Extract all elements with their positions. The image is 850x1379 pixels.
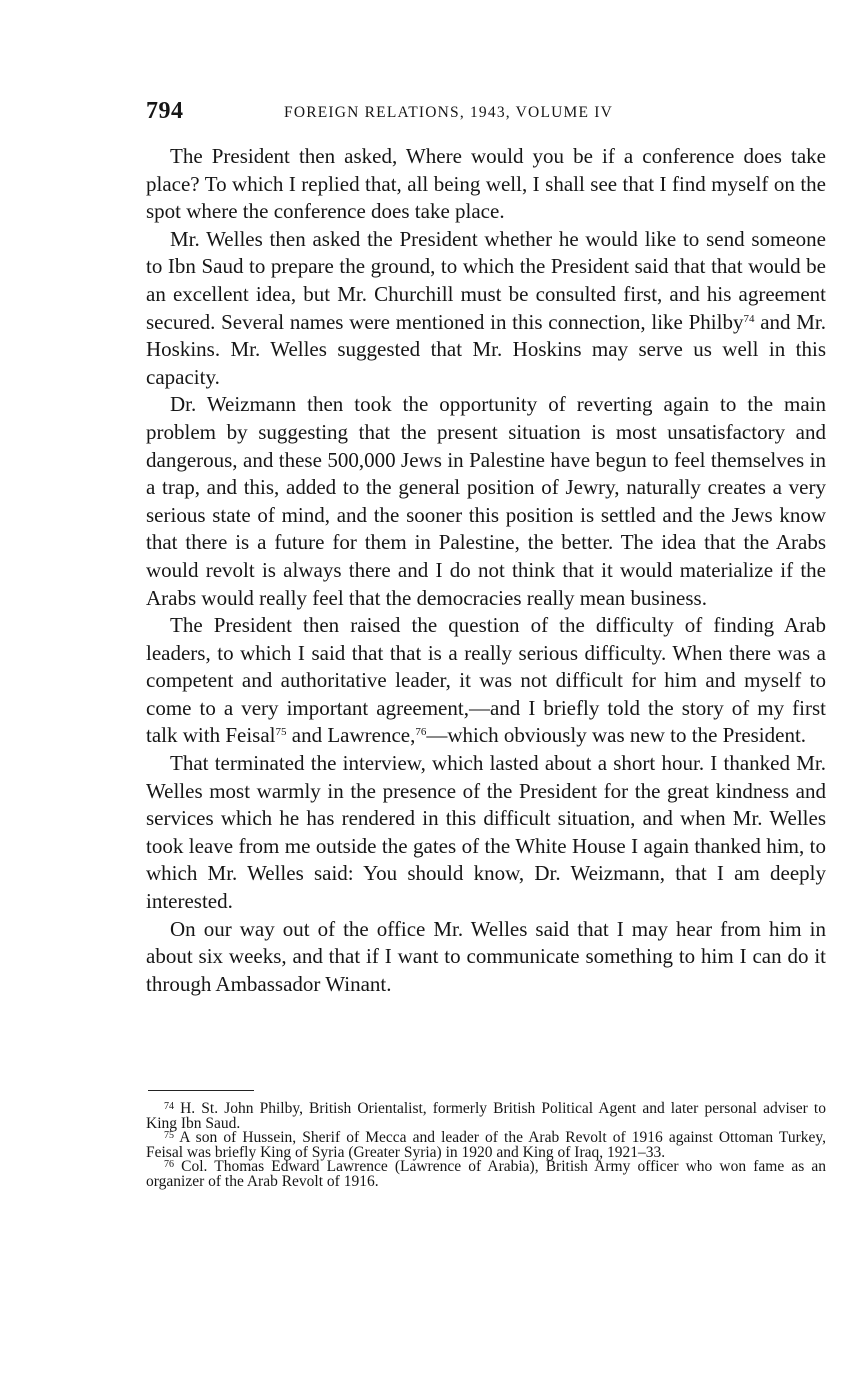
footnotes [146,1102,826,1190]
paragraph-text: —which obviously was new to the President. [426,723,807,748]
page-header [146,98,826,132]
body-paragraph [146,916,826,999]
footnote-number: 74 [164,1101,174,1112]
body-paragraph [146,226,826,392]
footnote [146,1131,826,1160]
paragraph-text: The President then asked, Where would you be if a conference does take place? To which I replied that, all being well, I shall see that I find myself on the spot where the conference does take place. [146,144,826,224]
page-number: 794 [146,98,184,124]
paragraph-text: Mr. Welles then asked the President whether he would like to send someone to Ibn Saud to prepare the ground, to which the President said that that would be an excellent idea, but Mr. Churchill must be consulted first, and his agreement secured. Several names were mentioned in this connection, like Philby [146,226,826,334]
paragraph-text: The President then raised the question of the difficulty of finding Arab leaders, to which I said that that is a really serious difficulty. When there was a competent and authoritative leader, it was not difficult for him and myself to come to a very important agreement,—and I briefly told the story of my first talk with Feisal [146,613,826,748]
running-head: FOREIGN RELATIONS, 1943, VOLUME IV [284,104,613,121]
footnote-reference: 76 [415,726,427,739]
footnote [146,1102,826,1131]
paragraph-text: That terminated the interview, which lasted about a short hour. I thanked Mr. Welles most warmly in the presence of the President for the great kindness and services which he has rendered in this difficult situation, and when Mr. Welles took leave from me outside the gates of the White House I again thanked him, to which Mr. Welles said: You should know, Dr. Weizmann, that I am deeply interested. [146,751,826,914]
paragraph-text: On our way out of the office Mr. Welles said that I may hear from him in about six weeks, and that if I want to communicate something to him I can do it through Ambassador Winant. [146,916,826,996]
paragraph-text: Dr. Weizmann then took the opportunity of reverting again to the main problem by suggesting that the present situation is most unsatisfactory and dangerous, and these 500,000 Jews in Palestine have begun to feel themselves in a trap, and this, added to the general position of Jewry, naturally creates a very serious state of mind, and the sooner this position is settled and the Jews know that there is a future for them in Palestine, the better. The idea that the Arabs would revolt is always there and I do not think that it would materialize if the Arabs would really feel that the democracies really mean business. [146,392,826,610]
footnote-text: A son of Hussein, Sherif of Mecca and leader of the Arab Revolt of 1916 against Ottoman Turkey, Feisal was briefly King of Syria (Greater Syria) in 1920 and King of Iraq, 1921–33. [146,1129,826,1161]
footnote [146,1160,826,1189]
footnote-text: H. St. John Philby, British Orientalist, formerly British Political Agent and later personal adviser to King Ibn Saud. [146,1100,826,1132]
footnote-number: 75 [164,1130,174,1142]
body-paragraph [146,391,826,612]
body-paragraph [146,750,826,916]
footnote-divider [148,1090,254,1091]
footnote-text: Col. Thomas Edward Lawrence (Lawrence of Arabia), British Army officer who won fame as an organizer of the Arab Revolt of 1916. [146,1158,827,1190]
footnote-reference: 74 [743,312,755,325]
body-text [146,143,826,998]
body-paragraph [146,143,826,226]
paragraph-text: and Mr. Hoskins. Mr. Welles suggested that Mr. Hoskins may serve us well in this capacity. [146,309,826,389]
footnote-reference: 75 [275,726,287,739]
body-paragraph [146,612,826,750]
footnote-number: 76 [164,1159,174,1171]
paragraph-text: and Lawrence, [286,723,416,748]
